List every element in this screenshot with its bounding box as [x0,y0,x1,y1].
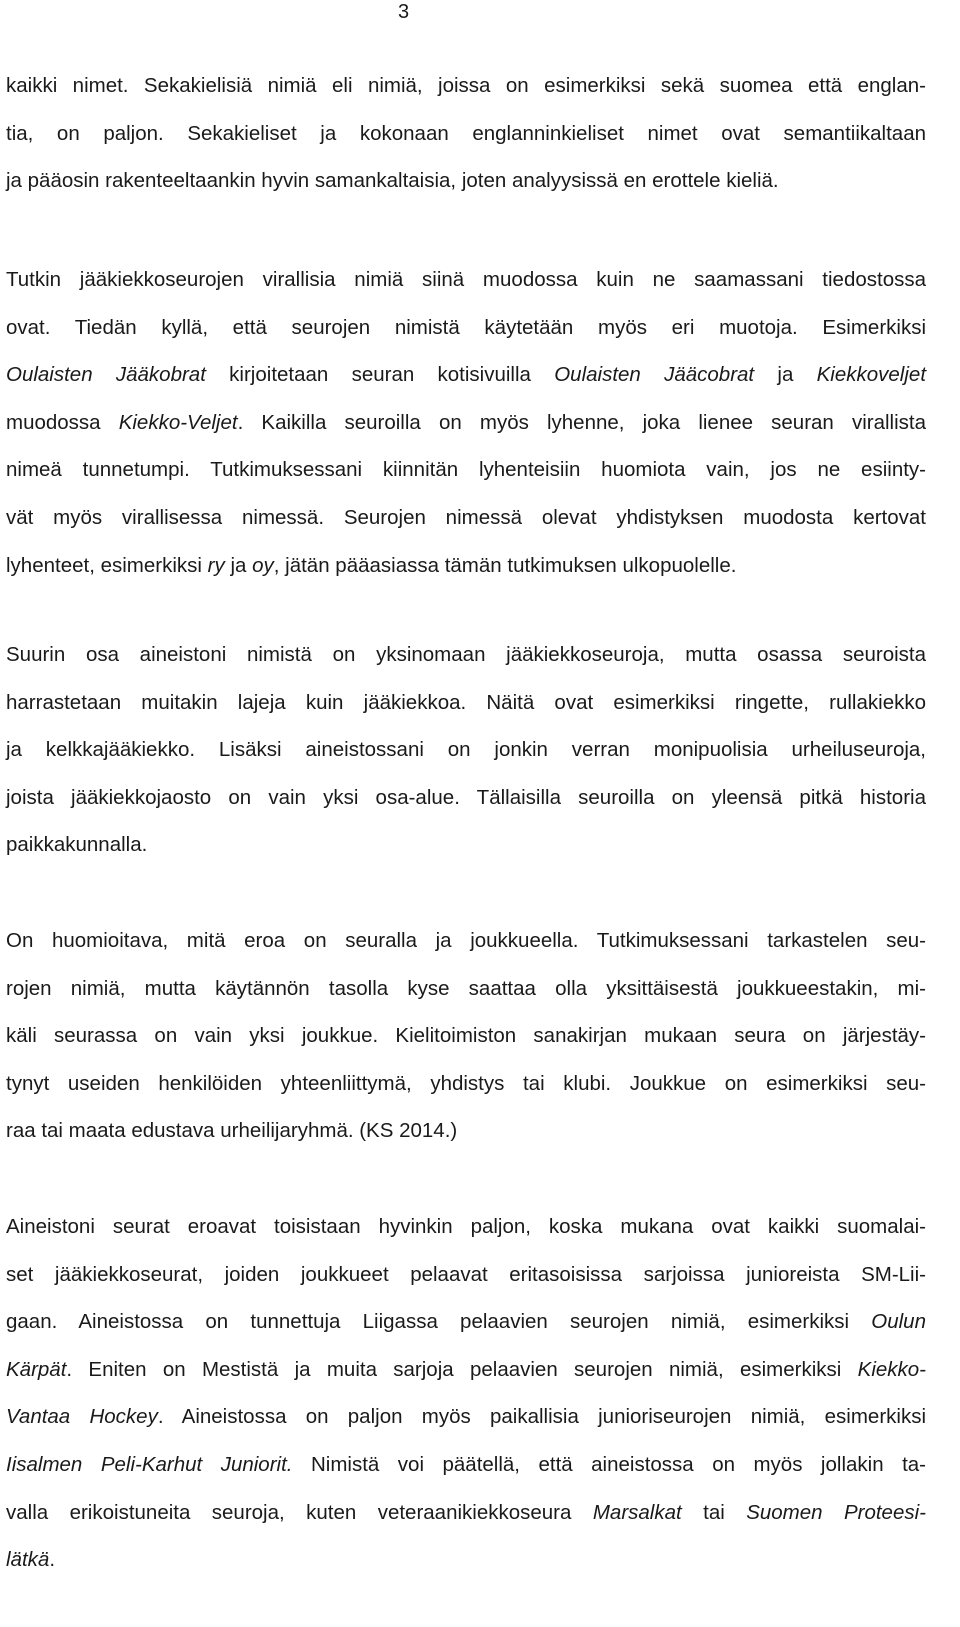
paragraph-club-names [6,256,926,589]
text-line: vät myös virallisessa nimessä. Seurojen nimessä olevat yhdistyksen muodosta kertovat [6,505,926,529]
italic-name: Vantaa Hockey [6,1405,158,1429]
text-line: Suurin osa aineistoni nimistä on yksinomaan jääkiekkoseuroja, mutta osassa seuroista [6,643,926,666]
text-segment: , jätän pääasiassa tämän tutkimuksen ulkopuolelle. [273,553,737,577]
text-line: käli seurassa on vain yksi joukkue. Kielitoimiston sanakirjan mukaan seura on järjestäy- [6,1024,926,1048]
italic-name: Kiekko- [857,1357,926,1381]
text-segment: muodossa [6,410,119,434]
intro-line-2: tia, on paljon. Sekakieliset ja kokonaan englanninkieliset nimet ovat semantiikaltaan [6,122,926,145]
text-segment: gaan. Aineistossa on tunnettuja Liigassa pelaavien seurojen nimiä, esimerkiksi [6,1310,872,1334]
text-segment: valla erikoistuneita seuroja, kuten veteraanikiekkoseura [6,1500,593,1524]
text-line: nimeä tunnetumpi. Tutkimuksessani kiinnitän lyhenteisiin huomiota vain, jos ne esiinty- [6,458,926,482]
italic-name: lätkä [6,1548,50,1572]
text-line [6,1298,926,1346]
text-line: ovat. Tiedän kyllä, että seurojen nimistä käytetään myös eri muotoja. Esimerkiksi [6,315,926,339]
text-line [6,1536,926,1584]
italic-name: Marsalkat [592,1500,682,1524]
text-line: joista jääkiekkojaosto on vain yksi osa-alue. Tällaisilla seuroilla on yleensä pitkä historia [6,785,926,809]
text-segment: . Kaikilla seuroilla on myös lyhenne, joka lienee seuran virallista [237,410,926,434]
text-line: Aineistoni seurat eroavat toisistaan hyvinkin paljon, koska mukana ovat kaikki suomalai- [6,1215,926,1238]
text-line [6,1346,926,1394]
italic-name: Oulun [871,1310,926,1334]
text-segment: ja [754,363,817,387]
italic-name: Oulaisten Jääcobrat [554,363,755,387]
text-line: set jääkiekkoseurat, joiden joukkueet pelaavat eritasoisissa sarjoissa junioreista SM-Lii- [6,1262,926,1286]
italic-name: Kärpät [6,1357,67,1381]
paragraph-other-sports [6,631,926,869]
italic-name: Suomen Proteesi- [746,1500,926,1524]
text-line: ja kelkkajääkiekko. Lisäksi aineistossani on jonkin verran monipuolisia urheiluseuroja, [6,738,926,762]
text-segment: kirjoitetaan seuran kotisivuilla [205,363,555,387]
text-line [6,1393,926,1441]
text-segment: . Aineistossa on paljon myös paikallisia junioriseurojen nimiä, esimerkiksi [157,1405,927,1429]
text-line: Tutkin jääkiekkoseurojen virallisia nimiä siinä muodossa kuin ne saamassani tiedostossa [6,268,926,291]
text-line: paikkakunnalla. [6,833,148,857]
text-line [6,1441,926,1489]
text-segment: tai [681,1500,747,1524]
text-segment: Nimistä voi päätellä, että aineistossa on myös jollakin ta- [292,1452,927,1476]
italic-name: Kiekkoveljet [816,363,927,387]
intro-line-3: ja pääosin rakenteeltaankin hyvin samankaltaisia, joten analyysissä en erottele kieliä. [6,169,779,192]
paragraph-material-variety [6,1203,926,1584]
intro-line-1: kaikki nimet. Sekakielisiä nimiä eli nimiä, joissa on esimerkiksi sekä suomea että englan- [6,74,926,97]
text-line [6,399,926,447]
text-line: On huomioitava, mitä eroa on seuralla ja joukkueella. Tutkimuksessani tarkastelen seu- [6,929,926,952]
italic-name: Oulaisten Jääkobrat [6,363,206,387]
text-line: harrastetaan muitakin lajeja kuin jääkiekkoa. Näitä ovat esimerkiksi ringette, rullakiekko [6,690,926,714]
page-number: 3 [398,1,410,23]
text-segment: ja [224,553,253,577]
text-line [6,351,926,399]
text-line [6,1489,926,1537]
text-line: tynyt useiden henkilöiden yhteenliittymä, yhdistys tai klubi. Joukkue on esimerkiksi seu- [6,1071,926,1095]
text-segment: . [49,1548,56,1572]
text-segment: lyhenteet, esimerkiksi [6,553,208,577]
paragraph-club-vs-team [6,917,926,1155]
italic-name: Kiekko-Veljet [118,410,238,434]
italic-name: oy [252,553,274,577]
text-line: raa tai maata edustava urheilijaryhmä. (KS 2014.) [6,1119,458,1143]
text-line [6,542,926,590]
text-segment: . Eniten on Mestistä ja muita sarjoja pelaavien seurojen nimiä, esimerkiksi [66,1357,858,1381]
italic-name: Iisalmen Peli-Karhut Juniorit. [6,1452,293,1476]
italic-name: ry [207,553,225,577]
text-line: rojen nimiä, mutta käytännön tasolla kyse saattaa olla yksittäisestä joukkueestakin, mi- [6,976,926,1000]
